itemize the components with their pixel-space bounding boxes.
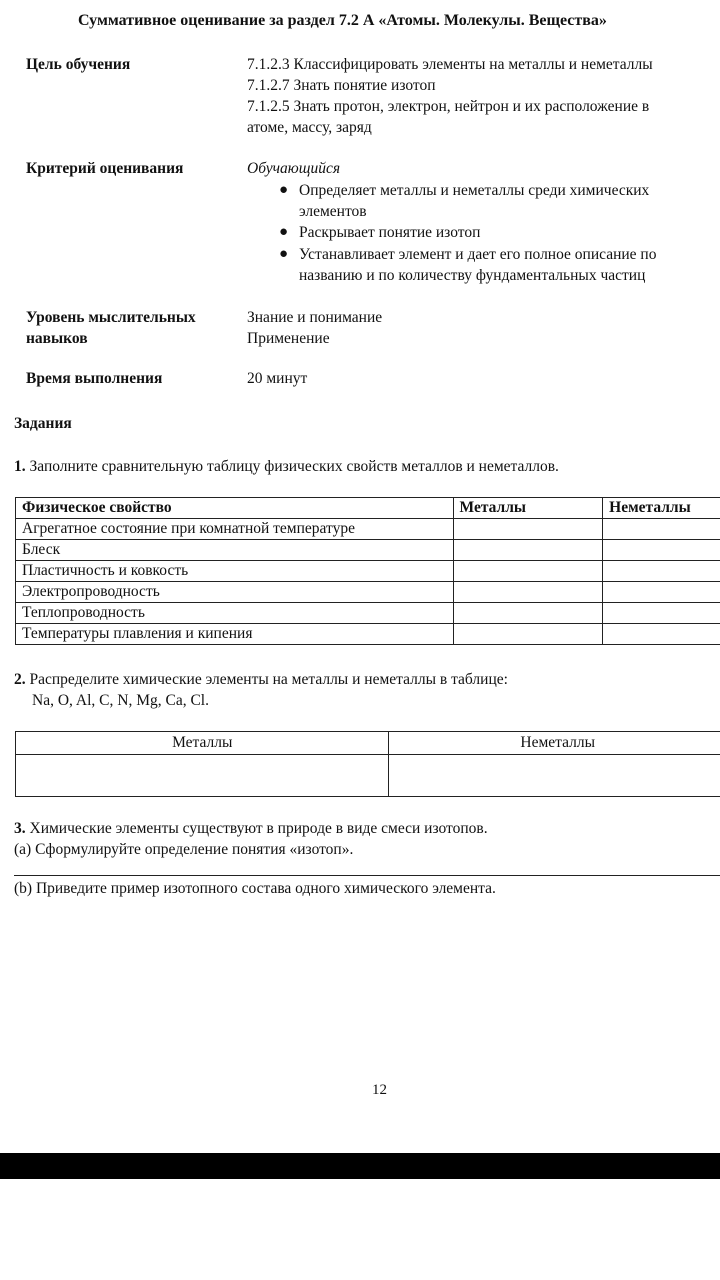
- table-row: [16, 755, 720, 797]
- property-cell: Пластичность и ковкость: [16, 561, 454, 582]
- nonmetals-answer-cell[interactable]: [389, 755, 720, 797]
- nonmetals-answer-cell[interactable]: [603, 540, 720, 561]
- column-header: Металлы: [453, 498, 603, 519]
- goal-line: 7.1.2.3 Классифицировать элементы на металлы и неметаллы: [247, 56, 653, 73]
- table-header-row: [16, 732, 720, 755]
- nonmetals-answer-cell[interactable]: [603, 624, 720, 645]
- criteria-bullet-cont: названию и по количеству фундаментальных частиц: [299, 267, 646, 284]
- column-header: Металлы: [16, 732, 389, 755]
- properties-table: [15, 497, 720, 645]
- bullet-dot: ●: [279, 224, 289, 240]
- goal-label: Цель обучения: [26, 56, 131, 73]
- table-row: [16, 624, 720, 645]
- skills-label-cont: навыков: [26, 330, 88, 347]
- document-title: Суммативное оценивание за раздел 7.2 А «Атомы. Молекулы. Вещества»: [78, 12, 607, 29]
- criteria-bullet: Раскрывает понятие изотоп: [299, 224, 481, 241]
- metals-answer-cell[interactable]: [453, 582, 603, 603]
- tasks-heading: Задания: [14, 415, 72, 432]
- task3-part-a: (a) Сформулируйте определение понятия «изотоп».: [14, 841, 354, 858]
- property-cell: Электропроводность: [16, 582, 454, 603]
- task1-prompt: [14, 458, 559, 476]
- nonmetals-answer-cell[interactable]: [603, 561, 720, 582]
- task2-elements: Na, O, Al, C, N, Mg, Ca, Cl.: [32, 692, 209, 709]
- criteria-bullet: Определяет металлы и неметаллы среди химических: [299, 182, 650, 199]
- goal-line: 7.1.2.7 Знать понятие изотоп: [247, 77, 436, 94]
- task1-number: 1.: [14, 458, 26, 475]
- goal-line: атоме, массу, заряд: [247, 119, 372, 136]
- classification-table: [15, 731, 720, 797]
- task2-prompt: [14, 671, 508, 689]
- skills-label: Уровень мыслительных: [26, 309, 196, 326]
- criteria-intro: Обучающийся: [247, 160, 341, 177]
- time-label: Время выполнения: [26, 370, 163, 387]
- goal-line: 7.1.2.5 Знать протон, электрон, нейтрон и их расположение в: [247, 98, 650, 115]
- criteria-label: Критерий оценивания: [26, 160, 184, 177]
- skills-value: Применение: [247, 330, 330, 347]
- property-cell: Агрегатное состояние при комнатной температуре: [16, 519, 454, 540]
- column-header: Неметаллы: [603, 498, 720, 519]
- criteria-bullet-cont: элементов: [299, 203, 367, 220]
- task2-number: 2.: [14, 671, 26, 688]
- table-row: [16, 540, 720, 561]
- metals-answer-cell[interactable]: [453, 603, 603, 624]
- nonmetals-answer-cell[interactable]: [603, 519, 720, 540]
- metals-answer-cell[interactable]: [16, 755, 389, 797]
- task3-text: Химические элементы существуют в природе в виде смеси изотопов.: [29, 820, 488, 837]
- page-number: 12: [372, 1082, 387, 1098]
- task3-number: 3.: [14, 820, 26, 837]
- nonmetals-answer-cell[interactable]: [603, 582, 720, 603]
- table-header-row: [16, 498, 720, 519]
- metals-answer-cell[interactable]: [453, 540, 603, 561]
- criteria-bullet: Устанавливает элемент и дает его полное описание по: [299, 246, 657, 263]
- metals-answer-cell[interactable]: [453, 561, 603, 582]
- answer-line[interactable]: [14, 875, 720, 876]
- property-cell: Теплопроводность: [16, 603, 454, 624]
- property-cell: Блеск: [16, 540, 454, 561]
- task3-part-b: (b) Приведите пример изотопного состава одного химического элемента.: [14, 880, 496, 897]
- property-cell: Температуры плавления и кипения: [16, 624, 454, 645]
- metals-answer-cell[interactable]: [453, 519, 603, 540]
- table-row: [16, 519, 720, 540]
- table-row: [16, 561, 720, 582]
- table-row: [16, 582, 720, 603]
- metals-answer-cell[interactable]: [453, 624, 603, 645]
- bullet-dot: ●: [279, 182, 289, 198]
- skills-value: Знание и понимание: [247, 309, 383, 326]
- nonmetals-answer-cell[interactable]: [603, 603, 720, 624]
- black-bar: [0, 1153, 720, 1179]
- table-row: [16, 603, 720, 624]
- task3-prompt: [14, 820, 488, 838]
- task2-text: Распределите химические элементы на металлы и неметаллы в таблице:: [29, 671, 508, 688]
- column-header: Неметаллы: [389, 732, 720, 755]
- time-value: 20 минут: [247, 370, 308, 387]
- task1-text: Заполните сравнительную таблицу физических свойств металлов и неметаллов.: [29, 458, 559, 475]
- column-header: Физическое свойство: [16, 498, 454, 519]
- bullet-dot: ●: [279, 246, 289, 262]
